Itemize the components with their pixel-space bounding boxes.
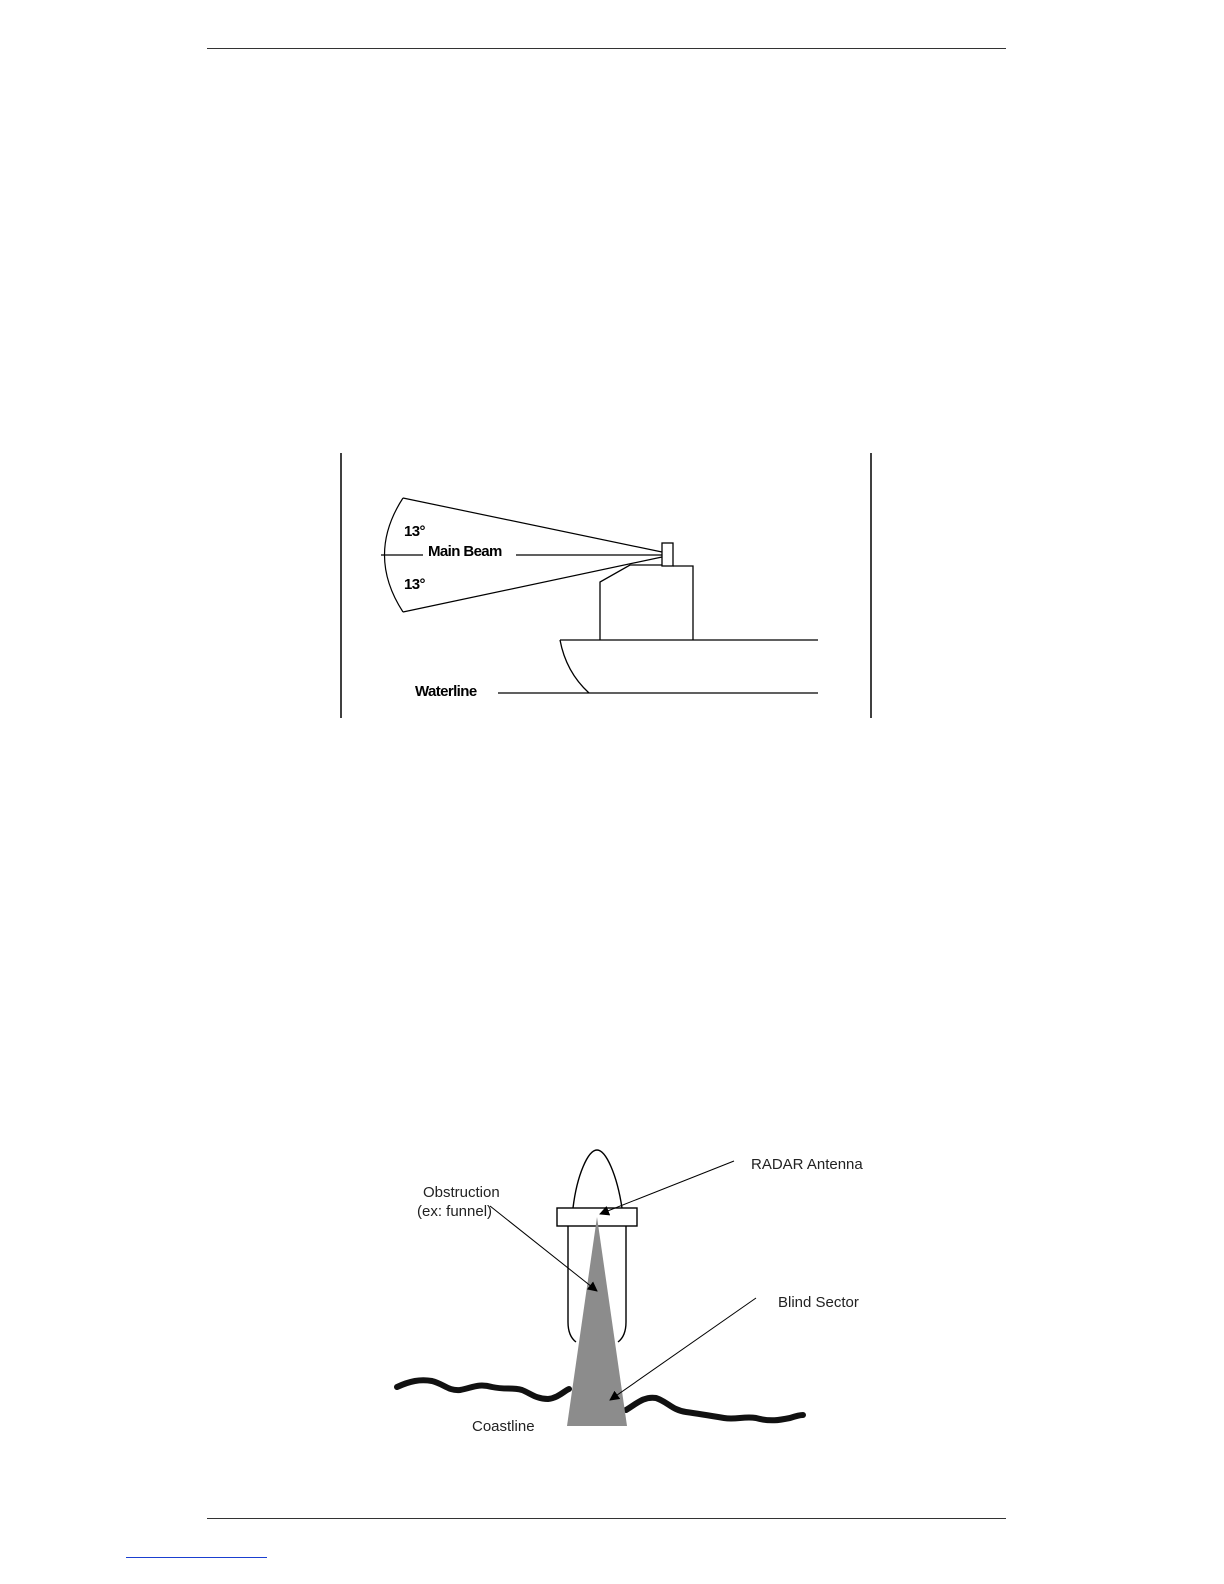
blind-sector-arrow xyxy=(610,1298,756,1400)
bow-curve xyxy=(560,640,589,693)
waterline-label: Waterline xyxy=(415,683,477,700)
figure-vertical-beamwidth xyxy=(341,453,871,718)
ship-bow-outline xyxy=(573,1150,622,1208)
superstructure-front xyxy=(600,565,662,640)
main-beam-label: Main Beam xyxy=(428,543,502,560)
angle-upper-label: 13° xyxy=(404,523,425,540)
radar-antenna-arrow xyxy=(600,1161,734,1214)
obstruction-example-label: (ex: funnel) xyxy=(417,1203,493,1220)
coastline-label: Coastline xyxy=(472,1418,535,1435)
coastline-left xyxy=(397,1380,569,1399)
obstruction-label: Obstruction xyxy=(423,1184,500,1201)
beam-lower-edge xyxy=(403,557,662,612)
superstructure-back xyxy=(673,566,693,640)
angle-lower-label: 13° xyxy=(404,576,425,593)
figure-blind-sector xyxy=(397,1150,863,1435)
radar-antenna-label: RADAR Antenna xyxy=(751,1156,863,1173)
antenna-icon xyxy=(662,543,673,566)
coastline-right xyxy=(626,1398,803,1421)
blind-sector-label: Blind Sector xyxy=(778,1294,859,1311)
